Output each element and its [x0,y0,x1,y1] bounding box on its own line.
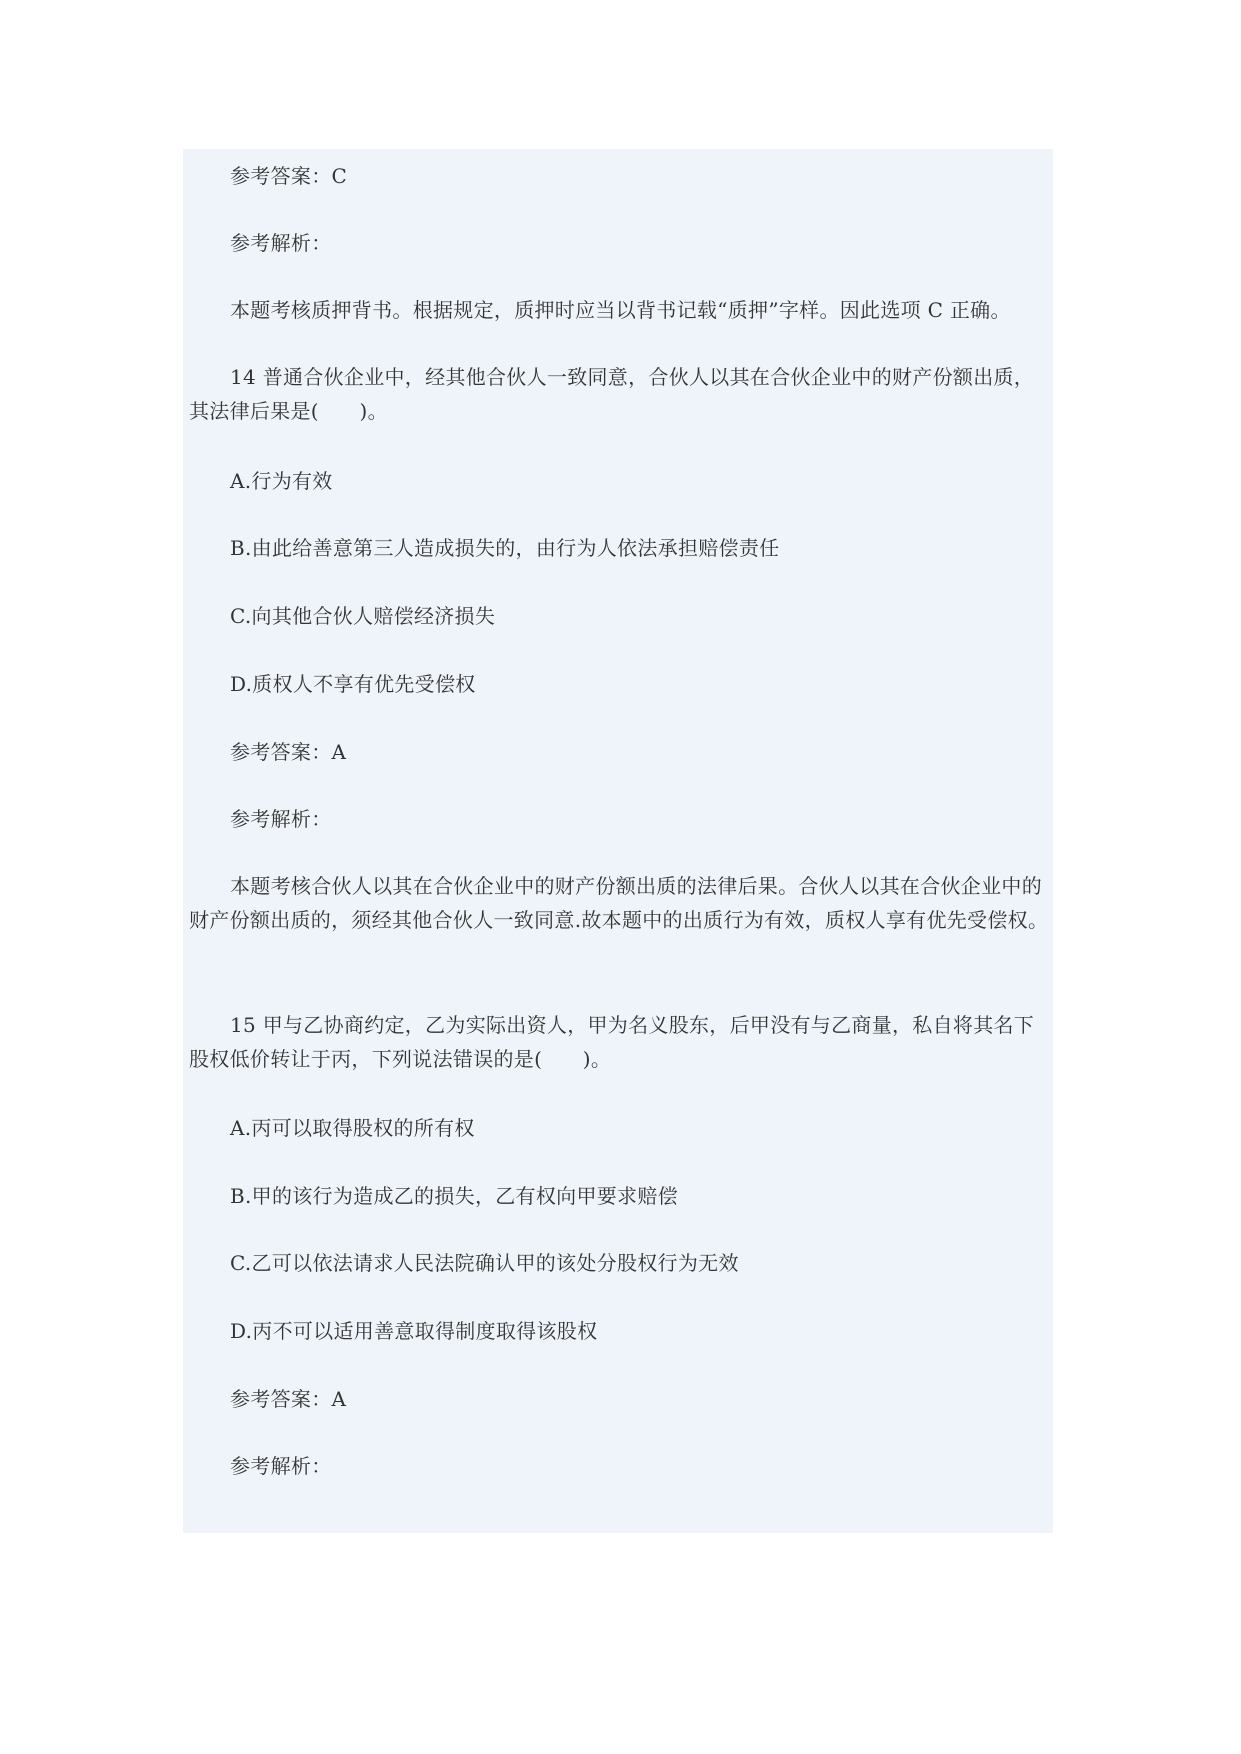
answer-line: 参考答案：A [230,1387,347,1411]
explanation-heading: 参考解析： [230,807,332,831]
option-a: A.行为有效 [230,469,333,493]
document-content-panel [183,149,1053,1533]
explanation-text: 本题考核质押背书。根据规定，质押时应当以背书记载“质押”字样。因此选项 C 正确。 [230,298,1011,322]
option-d: D.丙不可以适用善意取得制度取得该股权 [230,1319,598,1343]
explanation-heading: 参考解析： [230,231,332,255]
option-c: C.向其他合伙人赔偿经济损失 [230,604,496,628]
option-b: B.由此给善意第三人造成损失的，由行为人依法承担赔偿责任 [230,536,780,560]
option-a: A.丙可以取得股权的所有权 [230,1116,475,1140]
explanation-heading: 参考解析： [230,1454,332,1478]
option-c: C.乙可以依法请求人民法院确认甲的该处分股权行为无效 [230,1251,739,1275]
answer-line: 参考答案：A [230,740,347,764]
option-b: B.甲的该行为造成乙的损失，乙有权向甲要求赔偿 [230,1184,678,1208]
question-15: 15 甲与乙协商约定，乙为实际出资人，甲为名义股东，后甲没有与乙商量，私自将其名下股权低价转让于丙，下列说法错误的是( )。 [189,1013,1035,1071]
answer-line: 参考答案：C [230,164,348,188]
explanation-text: 本题考核合伙人以其在合伙企业中的财产份额出质的法律后果。合伙人以其在合伙企业中的财产份额出质的，须经其他合伙人一致同意.故本题中的出质行为有效，质权人享有优先受偿权。 [189,874,1049,932]
option-d: D.质权人不享有优先受偿权 [230,672,476,696]
question-14: 14 普通合伙企业中，经其他合伙人一致同意，合伙人以其在合伙企业中的财产份额出质，其法律后果是( )。 [189,365,1035,423]
